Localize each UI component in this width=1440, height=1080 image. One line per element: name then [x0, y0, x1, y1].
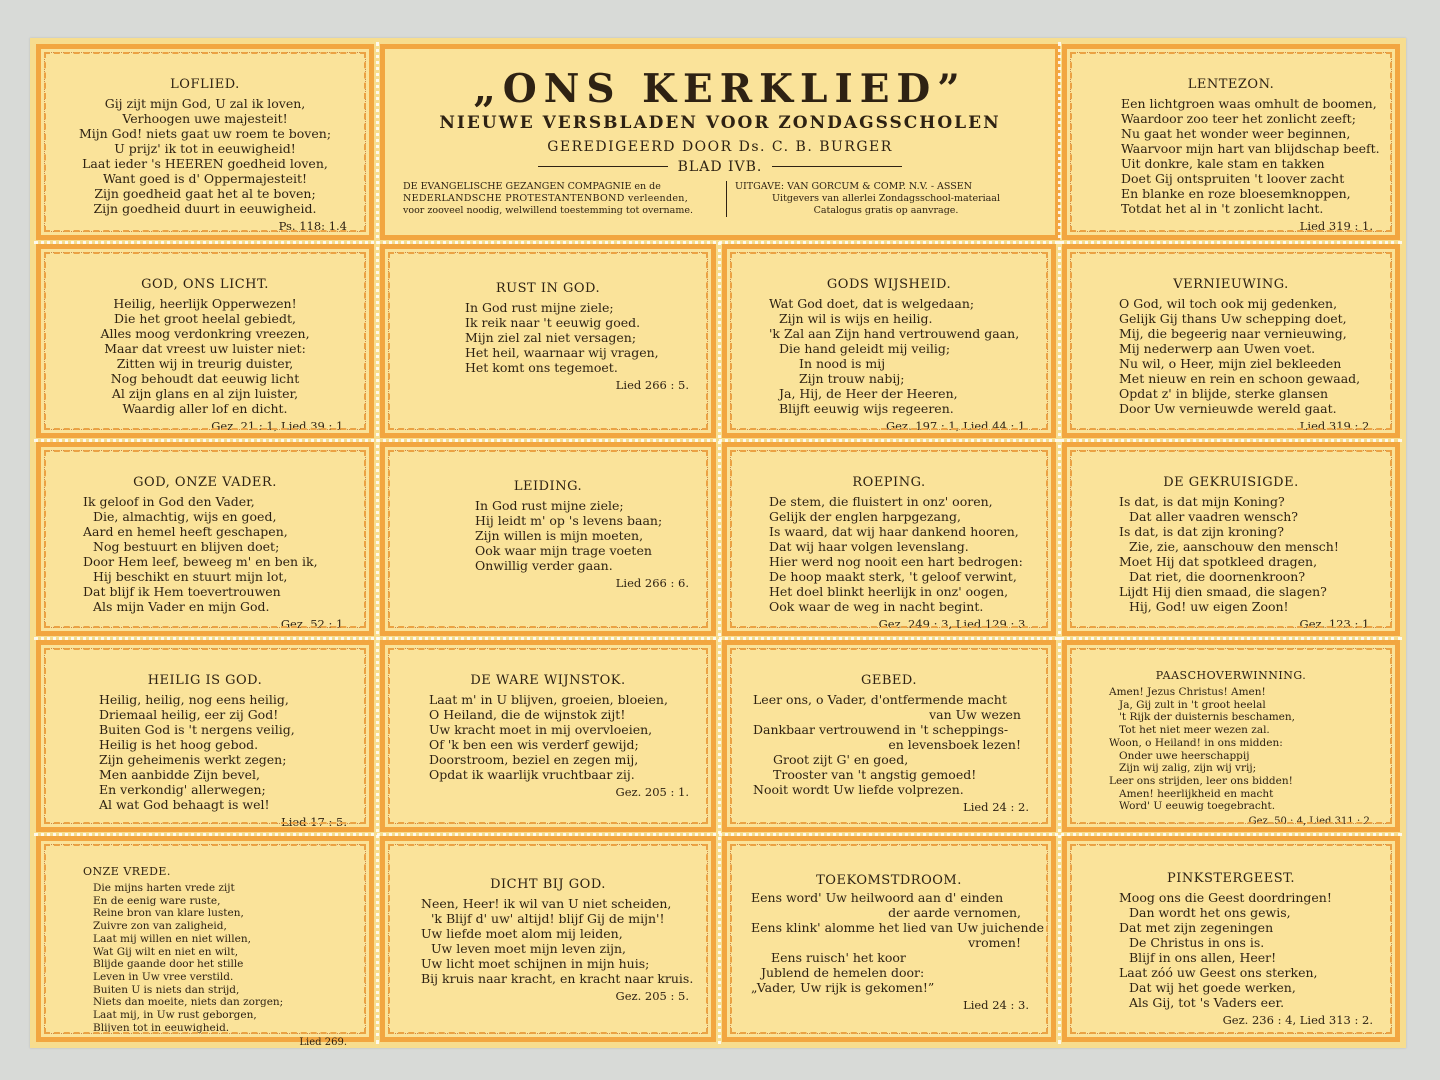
verse-line: Zijn goedheid duurt in eeuwigheid. — [93, 201, 317, 216]
verse-line: Gelijk der englen harpgezang, — [769, 509, 961, 524]
verse-line: Is waard, dat wij haar dankend hooren, — [769, 524, 1019, 539]
verse-line: Gij zijt mijn God, U zal ik loven, — [104, 96, 306, 111]
verse-line: Opdat ik waarlijk vruchtbaar zij. — [429, 767, 635, 782]
verse-reference: Gez. 52 : 1. — [280, 617, 347, 631]
verse-line: Ook waar mijn trage voeten — [475, 543, 652, 558]
verse-line: Dat aller vaadren wensch? — [1129, 509, 1298, 524]
verse-title: LEIDING. — [513, 479, 583, 494]
verse-line: In God rust mijne ziele; — [475, 498, 624, 513]
verse-title: GEBED. — [860, 673, 917, 688]
verse-title: DE GEKRUISIGDE. — [1163, 475, 1299, 490]
verse-reference: Lied 266 : 5. — [615, 378, 689, 392]
verse-reference: Gez. 236 : 4, Lied 313 : 2. — [1222, 1013, 1373, 1027]
verse-line: Hier werd nog nooit een hart bedrogen: — [769, 554, 1023, 569]
verse-line: De hoop maakt sterk, 't geloof verwint, — [769, 569, 1017, 584]
verse-line: Moet Hij dat spotkleed dragen, — [1119, 554, 1318, 569]
verse-reference: Gez. 197 : 1, Lied 44 : 1. — [885, 419, 1029, 433]
verse-line: Dat blijf ik Hem toevertrouwen — [83, 584, 281, 599]
verse-line: „Vader, Uw rijk is gekomen!” — [751, 980, 935, 995]
verse-line: Eens word' Uw heilwoord aan d' einden — [751, 890, 1004, 905]
verse-reference: Lied 24 : 2. — [963, 800, 1029, 814]
publisher-note — [727, 181, 1037, 217]
verse-line: Alles moog verdonkring vreezen, — [100, 326, 310, 341]
perforation-column — [718, 242, 721, 1044]
verse-line: Tot het niet meer wezen zal. — [1119, 724, 1270, 737]
verse-reference: Ps. 118: 1.4 — [278, 219, 347, 233]
verse-line: Buiten U is niets dan strijd, — [93, 983, 240, 996]
verse-reference: Gez. 205 : 1. — [615, 785, 689, 799]
verse-line: Ik reik naar 't eeuwig goed. — [465, 315, 641, 330]
verse-line: Trooster van 't angstig gemoed! — [773, 767, 977, 782]
verse-line: En de eenig ware ruste, — [93, 894, 221, 907]
verse-line: Nu gaat het wonder weer beginnen, — [1121, 126, 1351, 141]
sheet-header — [380, 44, 1060, 240]
verse-line: Ik geloof in God den Vader, — [83, 494, 255, 509]
verse-line: In nood is mij — [799, 356, 886, 371]
verse-line: Waarvoor mijn hart van blijdschap beeft. — [1121, 141, 1380, 156]
verse-line: De stem, die fluistert in onz' ooren, — [769, 494, 993, 509]
verse-line: Heilig, heerlijk Opperwezen! — [113, 296, 297, 311]
verse-line: Jublend de hemelen door: — [761, 965, 925, 980]
verse-line: Men aanbidde Zijn bevel, — [99, 767, 260, 782]
verse-reference: Lied 319 : 1. — [1299, 219, 1373, 233]
verse-line: Die het groot heelal gebiedt, — [114, 311, 296, 326]
verse-line: Leer ons strijden, leer ons bidden! — [1109, 774, 1293, 787]
verse-line: Die hand geleidt mij veilig; — [779, 341, 951, 356]
verse-line: Dat riet, die doornenkroon? — [1129, 569, 1306, 584]
verse-line: O God, wil toch ook mij gedenken, — [1119, 296, 1338, 311]
verse-line: Laat mij willen en niet willen, — [93, 932, 251, 945]
permission-line: voor zooveel noodig, welwillend toestemming tot overname. — [403, 205, 693, 216]
verse-line: Reine bron van klare lusten, — [93, 907, 244, 920]
verse-line: Ja, Gij zult in 't groot heelal — [1119, 698, 1266, 711]
verse-title: GOD, ONZE VADER. — [133, 475, 277, 490]
verse-line: Heilig, heilig, nog eens heilig, — [99, 692, 289, 707]
verse-line: Lijdt Hij dien smaad, die slagen? — [1119, 584, 1327, 599]
verse-line: Mij nederwerp aan Uwen voet. — [1119, 341, 1316, 356]
verse-line: Heilig is het hoog gebod. — [99, 737, 259, 752]
verse-line: Laat mij, in Uw rust geborgen, — [93, 1009, 257, 1022]
verse-line: Wat Gij wilt en niet en wilt, — [93, 945, 239, 958]
verse-line: Laat ieder 's HEEREN goedheid loven, — [82, 156, 328, 171]
verse-line: Blijf in ons allen, Heer! — [1129, 950, 1277, 965]
verse-line: Is dat, is dat zijn kroning? — [1119, 524, 1284, 539]
verse-line: Dat wij het goede werken, — [1129, 980, 1296, 995]
verse-reference: Gez. 123 : 1. — [1299, 617, 1373, 631]
verse-line: Mijn God! niets gaat uw roem te boven; — [78, 126, 332, 141]
verse-line: Uw kracht moet in mij overvloeien, — [429, 722, 653, 737]
verse-line: vromen! — [968, 935, 1021, 950]
verse-line: Zitten wij in treurig duister, — [116, 356, 294, 371]
verse-card — [380, 836, 716, 1042]
verse-line: Bij kruis naar kracht, en kracht naar kruis. — [421, 971, 694, 986]
verse-line: Nog bestuurt en blijven doet; — [93, 539, 280, 554]
verse-line: Dat met zijn zegeningen — [1119, 920, 1274, 935]
verse-line: Mijn ziel zal niet versagen; — [465, 330, 637, 345]
verse-line: Uw liefde moet alom mij leiden, — [421, 926, 623, 941]
verse-line: Hij leidt m' op 's levens baan; — [475, 513, 663, 528]
verse-line: Waardig aller lof en dicht. — [122, 401, 288, 416]
verse-line: Al zijn glans en al zijn luister, — [111, 386, 299, 401]
verse-line: Die, almachtig, wijs en goed, — [93, 509, 277, 524]
verse-title: RUST IN GOD. — [495, 281, 601, 296]
verse-line: Blijde gaande door het stille — [93, 958, 244, 971]
verse-title: GOD, ONS LICHT. — [141, 277, 269, 292]
verse-line: Onder uwe heerschappij — [1119, 749, 1250, 762]
verse-line: van Uw wezen — [929, 707, 1021, 722]
verse-line: Maar dat vreest uw luister niet: — [104, 341, 306, 356]
verse-card — [1062, 44, 1400, 240]
verse-title: HEILIG IS GOD. — [147, 673, 263, 688]
verse-line: Ja, Hij, de Heer der Heeren, — [779, 386, 958, 401]
verse-title: ROEPING. — [852, 475, 926, 490]
verse-line: Eens klink' alomme het lied van Uw juichende — [751, 920, 1044, 935]
verse-line: Verhoogen uwe majesteit! — [122, 111, 288, 126]
verse-line: Doorstroom, beziel en zegen mij, — [429, 752, 639, 767]
verse-line: U prijz' ik tot in eeuwigheid! — [114, 141, 296, 156]
verse-line: Uw licht moet schijnen in mijn huis; — [421, 956, 650, 971]
verse-line: Dankbaar vertrouwend in 't scheppings- — [753, 722, 1009, 737]
verse-line: 'k Blijf d' uw' altijd! blijf Gij de mijn'! — [431, 911, 665, 926]
verse-line: 't Rijk der duisternis beschamen, — [1119, 711, 1295, 724]
verse-line: Nu wil, o Heer, mijn ziel bekleeden — [1119, 356, 1342, 371]
page-title: „ONS KERKLIED” — [473, 66, 967, 112]
verse-line: Doet Gij ontspruiten 't loover zacht — [1121, 171, 1345, 186]
page-subtitle: NIEUWE VERSBLADEN VOOR ZONDAGSSCHOLEN — [439, 113, 1001, 133]
verse-line: Door Uw vernieuwde wereld gaat. — [1119, 401, 1337, 416]
verse-card — [1062, 442, 1400, 636]
verse-card — [380, 244, 716, 438]
verse-line: En blanke en roze bloesemknoppen, — [1121, 186, 1351, 201]
verse-line: Blijven tot in eeuwigheid. — [93, 1021, 230, 1034]
verse-line: Eens ruisch' het koor — [771, 950, 906, 965]
verse-title: DE WARE WIJNSTOK. — [470, 673, 626, 688]
verse-title: LENTEZON. — [1187, 77, 1275, 92]
verse-card — [722, 442, 1056, 636]
verse-card — [1062, 640, 1400, 832]
verse-card — [722, 640, 1056, 832]
verse-line: Mij, die begeerig naar vernieuwing, — [1119, 326, 1347, 341]
verse-line: Het heil, waarnaar wij vragen, — [465, 345, 659, 360]
verse-line: Zijn trouw nabij; — [799, 371, 905, 386]
verse-line: Woon, o Heiland! in ons midden: — [1109, 736, 1283, 749]
verse-line: Dan wordt het ons gewis, — [1129, 905, 1291, 920]
verse-line: Word' U eeuwig toegebracht. — [1119, 800, 1276, 813]
verse-title: PINKSTERGEEST. — [1167, 871, 1295, 886]
verse-card — [722, 836, 1056, 1042]
header-rule-right — [772, 166, 902, 167]
verse-line: Zie, zie, aanschouw den mensch! — [1129, 539, 1339, 554]
verse-line: Laat m' in U blijven, groeien, bloeien, — [429, 692, 668, 707]
publisher-tagline: Uitgevers van allerlei Zondagsschool-materiaal — [772, 193, 1001, 204]
verse-line: Amen! heerlijkheid en macht — [1119, 787, 1274, 800]
verse-reference: Gez. 249 : 3, Lied 129 : 3. — [878, 617, 1029, 631]
verse-reference: Gez. 21 : 1, Lied 39 : 1. — [211, 419, 347, 433]
verse-line: Dat wij haar volgen levenslang. — [769, 539, 969, 554]
verse-line: Groot zijt G' en goed, — [773, 752, 909, 767]
verse-line: Het komt ons tegemoet. — [465, 360, 618, 375]
verse-line: der aarde vernomen, — [888, 905, 1021, 920]
verse-line: Zuivre zon van zaligheid, — [93, 920, 227, 933]
verse-card — [36, 442, 374, 636]
verse-line: Aard en hemel heeft geschapen, — [83, 524, 288, 539]
verse-line: Zijn willen is mijn moeten, — [475, 528, 644, 543]
verse-line: Die mijns harten vrede zijt — [93, 882, 235, 894]
verse-line: Waardoor zoo teer het zonlicht zeeft; — [1121, 111, 1356, 126]
perforation-column — [1058, 42, 1061, 1044]
verse-card — [380, 640, 716, 832]
verse-line: Opdat z' in blijde, sterke glansen — [1119, 386, 1329, 401]
header-rule-left — [538, 166, 668, 167]
verse-line: Niets dan moeite, niets dan zorgen; — [93, 996, 284, 1009]
verse-line: Buiten God is 't nergens veilig, — [99, 722, 295, 737]
verse-line: In God rust mijne ziele; — [465, 300, 614, 315]
verse-reference: Lied 17 : 5. — [281, 815, 347, 829]
verse-line: Driemaal heilig, eer zij God! — [99, 707, 279, 722]
verse-line: Uw leven moet mijn leven zijn, — [431, 941, 626, 956]
verse-title: LOFLIED. — [170, 77, 240, 92]
verse-title: DICHT BIJ GOD. — [490, 877, 606, 892]
verse-line: Uit donkre, kale stam en takken — [1121, 156, 1325, 171]
permission-line: DE EVANGELISCHE GEZANGEN COMPAGNIE en de — [403, 181, 661, 192]
verse-line: Laat zóó uw Geest ons sterken, — [1119, 965, 1318, 980]
catalogue-note: Catalogus gratis op aanvrage. — [813, 205, 959, 216]
verse-line: Nooit wordt Uw liefde volprezen. — [753, 782, 964, 797]
verse-reference: Lied 24 : 3. — [963, 998, 1029, 1012]
verse-line: Als Gij, tot 's Vaders eer. — [1129, 995, 1285, 1010]
verse-line: Is dat, is dat mijn Koning? — [1119, 494, 1285, 509]
verse-reference: Lied 269. — [299, 1037, 347, 1049]
verse-reference: Gez. 50 : 4, Lied 311 : 2. — [1248, 816, 1373, 828]
permission-line: NEDERLANDSCHE PROTESTANTENBOND verleenden, — [403, 193, 689, 204]
verse-line: Gelijk Gij thans Uw schepping doet, — [1119, 311, 1347, 326]
perforation-column — [376, 42, 379, 1044]
verse-line: En verkondig' allerwegen; — [99, 782, 266, 797]
verse-line: Zijn geheimenis werkt zegen; — [99, 752, 287, 767]
permission-note — [403, 181, 727, 217]
verse-card — [1062, 244, 1400, 438]
editor-line: GEREDIGEERD DOOR Ds. C. B. BURGER — [547, 139, 893, 155]
verse-card — [36, 244, 374, 438]
verse-line: Nog behoudt dat eeuwig licht — [110, 371, 300, 386]
verse-card — [36, 640, 374, 832]
verse-line: Ook waar de weg in nacht begint. — [769, 599, 984, 614]
verse-line: Leer ons, o Vader, d'ontfermende macht — [753, 692, 1007, 707]
verse-line: Het doel blinkt heerlijk in onz' oogen, — [769, 584, 1009, 599]
verse-line: Totdat het al in 't zonlicht lacht. — [1121, 201, 1324, 216]
verse-line: Leven in Uw vree verstild. — [93, 970, 234, 983]
verse-card — [1062, 836, 1400, 1042]
verse-reference: Lied 319 : 2. — [1299, 419, 1373, 433]
verse-line: Hij, God! uw eigen Zoon! — [1129, 599, 1289, 614]
stamp-sheet — [30, 38, 1406, 1048]
verse-line: 'k Zal aan Zijn hand vertrouwend gaan, — [769, 326, 1020, 341]
verse-line: Al wat God behaagt is wel! — [99, 797, 270, 812]
verse-line: Wat God doet, dat is welgedaan; — [769, 296, 975, 311]
verse-title: GODS WIJSHEID. — [826, 277, 952, 292]
verse-line: De Christus in ons is. — [1129, 935, 1265, 950]
verse-card — [380, 442, 716, 636]
verse-line: Amen! Jezus Christus! Amen! — [1109, 686, 1266, 698]
verse-line: Onwillig verder gaan. — [475, 558, 613, 573]
publisher: UITGAVE: VAN GORCUM & COMP. N.V. - ASSEN — [735, 181, 973, 192]
verse-title: VERNIEUWING. — [1173, 277, 1289, 292]
verse-line: en levensboek lezen! — [888, 737, 1021, 752]
verse-line: Zijn goedheid gaat het al te boven; — [94, 186, 316, 201]
verse-card — [722, 244, 1056, 438]
verse-line: Neen, Heer! ik wil van U niet scheiden, — [421, 896, 672, 911]
verse-card — [36, 836, 374, 1049]
verse-card — [36, 44, 374, 240]
verse-reference: Gez. 205 : 5. — [615, 989, 689, 1003]
verse-title: PAASCHOVERWINNING. — [1155, 669, 1307, 682]
verse-line: Met nieuw en rein en schoon gewaad, — [1119, 371, 1361, 386]
verse-title: TOEKOMSTDROOM. — [816, 873, 962, 888]
sheet-number: BLAD IVB. — [677, 159, 763, 175]
verse-line: Moog ons die Geest doordringen! — [1119, 890, 1332, 905]
verse-line: Of 'k ben een wis verderf gewijd; — [429, 737, 639, 752]
verse-line: Want goed is d' Oppermajesteit! — [102, 171, 308, 186]
verse-line: Zijn wil is wijs en heilig. — [779, 311, 933, 326]
verse-line: Blijft eeuwig wijs regeeren. — [779, 401, 954, 416]
verse-line: Door Hem leef, beweeg m' en ben ik, — [83, 554, 318, 569]
verse-line: Zijn wij zalig, zijn wij vrij; — [1119, 762, 1257, 775]
verse-line: Een lichtgroen waas omhult de boomen, — [1121, 96, 1377, 111]
verse-reference: Lied 266 : 6. — [615, 576, 689, 590]
verse-line: O Heiland, die de wijnstok zijt! — [429, 707, 626, 722]
verse-title: ONZE VREDE. — [83, 865, 171, 878]
verse-line: Hij beschikt en stuurt mijn lot, — [93, 569, 288, 584]
verse-line: Als mijn Vader en mijn God. — [93, 599, 270, 614]
